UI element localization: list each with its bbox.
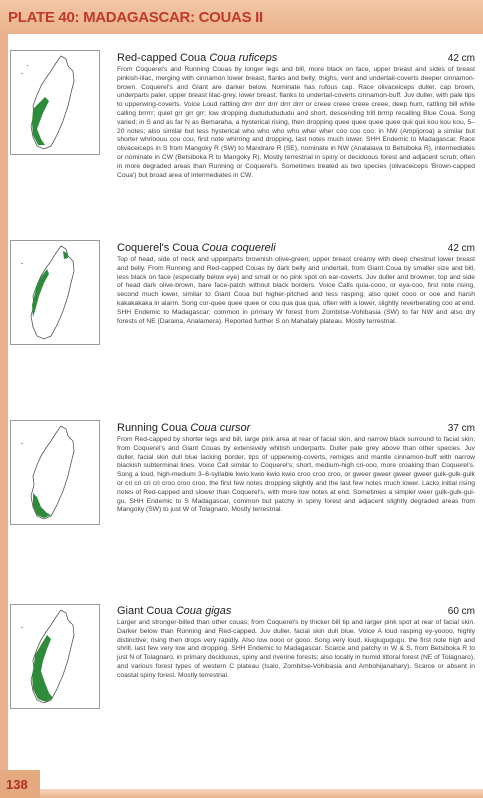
species-heading: [117, 422, 475, 434]
species-entry-red-capped-coua: [117, 52, 475, 180]
species-size: 37 cm: [447, 423, 475, 434]
species-common-name: Running Coua: [117, 422, 188, 434]
species-common-name: Giant Coua: [117, 605, 173, 617]
species-heading: [117, 52, 475, 64]
left-color-strip: [0, 34, 8, 798]
species-latin-name: Coua coquereli: [201, 242, 276, 254]
species-common-name: Coquerel's Coua: [117, 242, 199, 254]
species-latin-name: Coua cursor: [190, 422, 251, 434]
plate-header: [0, 0, 483, 34]
species-latin-name: Coua ruficeps: [209, 52, 278, 64]
species-heading: [117, 242, 475, 254]
footer-bar: [40, 789, 483, 798]
page-number: 138: [6, 777, 28, 792]
range-map-red-capped-coua: [10, 50, 100, 155]
species-common-name: Red-capped Coua: [117, 52, 207, 64]
range-map-coquerels-coua: [10, 240, 100, 345]
species-size: 42 cm: [447, 243, 475, 254]
species-size: 42 cm: [447, 53, 475, 64]
species-description: From Red-capped by shorter legs and bill, large pink area at rear of facial skin, and narrow black surround to facial skin; from Coquerel's and Giant Couas by extensively whitish underparts. Duller pale grey above than other species. Juv duller, facial skin dull blue lacking border, tips of upperwing-coverts, remiges and mantle cinnamon-buff with narrow blackish subterminal lines. Voice Call similar to Coquerel's; short, medium-high cri-ooo, more croaking than Coquerel's. Song a loud, high-medium 3–6-syllable kwio kwio kwio kwio croo croo croo, or gweer gweer gweer gweer gulk-gulk-gulk or cri cri cri cri croo croo croo, the first few notes dropping slightly and the last few notes much lower. Lacks initial rising notes of Red-capped and slower than Coquerel's, with more low notes at end. Sometimes a simpler weer gulk-gulk-gul-gu. SHH Endemic to S Madagascar, common but patchy in spiny forest and adjacent slightly degraded areas from Mangoky (SW) to just W of Tolagnaro. Mostly terrestrial.: [117, 436, 475, 514]
species-entry-running-coua: [117, 422, 475, 515]
species-entry-giant-coua: [117, 605, 475, 681]
species-heading: [117, 605, 475, 617]
species-size: 60 cm: [447, 606, 475, 617]
page-number-box: [0, 770, 40, 798]
range-map-giant-coua: [10, 604, 100, 709]
species-description: Top of head, side of neck and upperparts brownish olive-green; upper breast creamy with deep chestnut lower breast and belly. From Running and Red-capped Couas by dark belly and undertail, from Giant Coua by smaller size and bill, less black on face (especially below eye) and small or no pink spot on ear-coverts. Juv duller and browner, top and side of head dark olive-brown, bare face-patch without black borders. Voice Calls quia-cooo, or eya-coo, first note rising, second much lower, similar to Giant Coua but higher-pitched and less rasping; also quiet cooo or ooe and harsh kakakakaka in alarm. Song cor-quee quee quee or cou qua qua qua, often with a lower, slightly reverberating coo at end. SHH Endemic to Madagascar; common in primary W forest from Zombitse-Vohibasia (SW) to far NW and also dry forests of NE (Daraina, Analamera). Reported further S on Mahafaly plateau. Mostly terrestrial.: [117, 256, 475, 325]
species-latin-name: Coua gigas: [175, 605, 232, 617]
species-description: Larger and stronger-billed than other couas; from Coquerel's by thicker bill tip and larger pink spot at rear of facial skin. Darker below than Running and Red-capped. Juv duller, facial skin dull blue. Voice A loud rasping ey-yoooo, highly distinctive; rising then drops very rapidly. Also low oooo or gooo. Song very loud, kiugiugugugu, the first note high and shrill, last few very low and dropping. SHH Endemic to Madagascar. Scarce and patchy in W & S, from Betsiboka R to just N of Tolagnaro, in primary deciduous, spiny and riverine forests; also locally in humid littoral forest (NE of Tolagnaro), and various forest types of western C plateau (Isalo, Zombitse-Vohibasia and Ambohijanahary). Scarce or absent in coastal spiny forest. Mostly terrestrial.: [117, 619, 475, 679]
range-map-running-coua: [10, 420, 100, 525]
species-entry-coquerels-coua: [117, 242, 475, 326]
species-description: From Coquerel's and Running Couas by longer legs and bill, more black on face, upper breast and sides of breast pinkish-lilac, merging with cinnamon lower breast, flanks and belly; thighs, vent and undertail-coverts deeper cinnamon-brown. Coquerel's and Giant are darker below. Nominate has rufous cap. Race olivaceiceps duller, cap brown, underparts paler, upper breast lilac-grey, lower breast, flanks to undertail-coverts cinnamon-buff. Juv duller, with pale tips to upperwing-coverts. Voice Loud rattling drrr drrr drrr drrr drrr or creee creee creee creee, deep hum, rattling bill while calling brrrrr; quiet grr grr grr; low dropping dudududududu and short, descending trill brrrip recalling Blue Coua. Song varied; in S and as far N as Bemaraha, a hysterical rising, then dropping quee quee quee quee quii quii kou kou kou, 5–20 notes; also similar but less hysterical who who who who wher wher coo coo coo; in NW (Ampijoroa) a similar but shorter whrioouu cou cou, first note whirring and dropping, last notes much lower. SHH Endemic to Madagascar. Race olivaceiceps in S from Mangoky R (SW) to Mandrare R (SE), nominate in NW (Analalava to Betsiboka R), intermediates or nominate in CW (Betsiboka R to Mangoky R). Mostly terrestrial in spiny or deciduous forest and adjacent scrub; often in more degraded areas than Running or Coquerel's. Sometimes treated as two species (olivaceiceps 'Brown-capped Coua') but broad area of intermediates in CW.: [117, 66, 475, 179]
plate-title: PLATE 40: MADAGASCAR: COUAS II: [8, 9, 263, 26]
